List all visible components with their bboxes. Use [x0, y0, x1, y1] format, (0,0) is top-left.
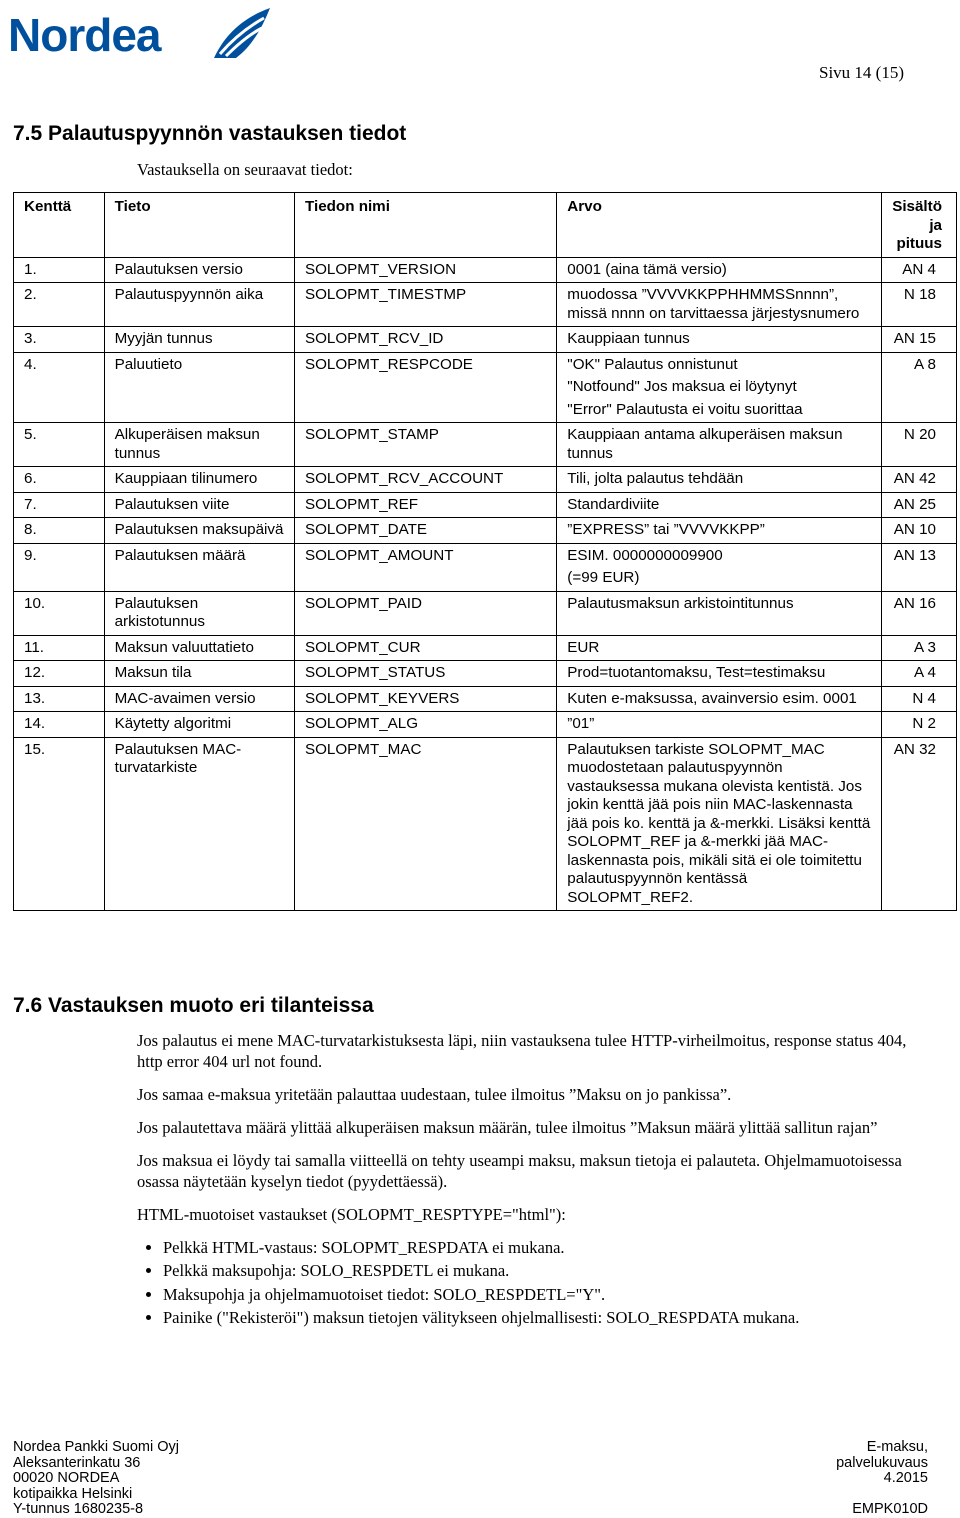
page-number: Sivu 14 (15)	[819, 63, 904, 82]
cell-tieto: Alkuperäisen maksun tunnus	[104, 423, 294, 467]
cell-nimi: SOLOPMT_CUR	[294, 635, 556, 661]
cell-nimi: SOLOPMT_VERSION	[294, 257, 556, 283]
header-sisalto: Sisältö ja pituus	[882, 193, 957, 258]
cell-nimi: SOLOPMT_STAMP	[294, 423, 556, 467]
table-row	[14, 635, 957, 661]
footer-doc-type: palvelukuvaus	[836, 1454, 928, 1471]
cell-arvo: Palautuksen tarkiste SOLOPMT_MAC muodostetaan palautuspyynnön vastauksessa mukana olevista kentistä. Jos jokin kenttä jää pois niin MAC-laskennasta jää pois ko. kenttä ja &-merkki. Lisäksi kenttä SOLOPMT_REF ja &-merkki jää MAC-laskennasta pois, mikäli sitä ei ole toimitettu palautuspyynnön kentässä SOLOPMT_REF2.	[557, 737, 882, 911]
cell-pituus: AN 42	[882, 467, 957, 493]
cell-num: 6.	[14, 467, 105, 493]
cell-pituus: AN 15	[882, 327, 957, 353]
cell-arvo: Tili, jolta palautus tehdään	[557, 467, 882, 493]
section-7-6-body	[137, 1030, 907, 1331]
cell-tieto: Kauppiaan tilinumero	[104, 467, 294, 493]
cell-nimi: SOLOPMT_TIMESTMP	[294, 283, 556, 327]
table-row	[14, 327, 957, 353]
cell-nimi: SOLOPMT_RCV_ACCOUNT	[294, 467, 556, 493]
footer-company: Nordea Pankki Suomi Oyj	[13, 1439, 180, 1455]
table-header-row	[14, 193, 957, 258]
paragraph: Jos maksua ei löydy tai samalla viitteellä on tehty useampi maksu, maksun tietoja ei palauteta. Ohjelmamuotoisessa osassa näytetään kyselyn tiedot (pyydettäessä).	[137, 1151, 902, 1191]
table-row	[14, 283, 957, 327]
cell-nimi: SOLOPMT_PAID	[294, 591, 556, 635]
sail-icon	[206, 6, 272, 62]
cell-arvo: Kuten e-maksussa, avainversio esim. 0001	[557, 686, 882, 712]
cell-tieto: Palautuksen viite	[104, 492, 294, 518]
list-item: • Pelkkä maksupohja: SOLO_RESPDETL ei mukana.	[163, 1260, 907, 1281]
cell-tieto: Palautuksen versio	[104, 257, 294, 283]
cell-num: 7.	[14, 492, 105, 518]
table-row	[14, 686, 957, 712]
cell-arvo: ”01”	[557, 712, 882, 738]
cell-arvo	[557, 352, 882, 423]
footer-domicile: kotipaikka Helsinki	[13, 1485, 133, 1502]
cell-nimi: SOLOPMT_AMOUNT	[294, 543, 556, 591]
cell-tieto: Käytetty algoritmi	[104, 712, 294, 738]
table-row	[14, 492, 957, 518]
cell-pituus: AN 4	[882, 257, 957, 283]
cell-num: 5.	[14, 423, 105, 467]
section-7-5-intro: Vastauksella on seuraavat tiedot:	[137, 160, 353, 179]
cell-arvo: Palautusmaksun arkistointitunnus	[557, 591, 882, 635]
list-item: • Pelkkä HTML-vastaus: SOLOPMT_RESPDATA ei mukana.	[163, 1237, 907, 1258]
cell-num: 11.	[14, 635, 105, 661]
table-row	[14, 737, 957, 911]
table-row	[14, 352, 957, 423]
cell-tieto: Palautuksen arkistotunnus	[104, 591, 294, 635]
cell-nimi: SOLOPMT_ALG	[294, 712, 556, 738]
cell-tieto: Palautuspyynnön aika	[104, 283, 294, 327]
list-item: • Maksupohja ja ohjelmamuotoiset tiedot: SOLO_RESPDETL="Y".	[163, 1284, 907, 1305]
header-tieto: Tieto	[104, 193, 294, 258]
footer-doc-name: E-maksu,	[866, 1439, 928, 1455]
cell-nimi: SOLOPMT_DATE	[294, 518, 556, 544]
cell-nimi: SOLOPMT_STATUS	[294, 661, 556, 687]
cell-arvo: EUR	[557, 635, 882, 661]
cell-pituus: AN 32	[882, 737, 957, 911]
cell-nimi: SOLOPMT_MAC	[294, 737, 556, 911]
table-row	[14, 467, 957, 493]
table-row	[14, 423, 957, 467]
cell-num: 12.	[14, 661, 105, 687]
cell-num: 2.	[14, 283, 105, 327]
cell-num: 9.	[14, 543, 105, 591]
cell-tieto: Palautuksen maksupäivä	[104, 518, 294, 544]
cell-num: 10.	[14, 591, 105, 635]
nordea-logo	[8, 6, 270, 64]
cell-pituus: AN 10	[882, 518, 957, 544]
table-row	[14, 543, 957, 591]
footer-doc-code: EMPK010D	[852, 1501, 928, 1518]
cell-num: 4.	[14, 352, 105, 423]
list-item: • Painike ("Rekisteröi") maksun tietojen välitykseen ohjelmallisesti: SOLO_RESPDATA mukana.	[163, 1307, 907, 1328]
table-row	[14, 591, 957, 635]
arvo-line: "Notfound" Jos maksua ei löytynyt	[567, 378, 797, 395]
table-row	[14, 518, 957, 544]
header-arvo: Arvo	[557, 193, 882, 258]
response-fields-table	[13, 192, 957, 911]
table-row	[14, 661, 957, 687]
cell-tieto: Palautuksen määrä	[104, 543, 294, 591]
cell-tieto: MAC-avaimen versio	[104, 686, 294, 712]
cell-tieto: Paluutieto	[104, 352, 294, 423]
cell-num: 8.	[14, 518, 105, 544]
arvo-line: (=99 EUR)	[567, 569, 640, 586]
cell-arvo: ”EXPRESS” tai ”VVVVKKPP”	[557, 518, 882, 544]
cell-pituus: N 2	[882, 712, 957, 738]
cell-tieto: Maksun tila	[104, 661, 294, 687]
section-7-6-title: 7.6 Vastauksen muoto eri tilanteissa	[13, 994, 374, 1017]
logo-text: Nordea	[8, 9, 161, 61]
cell-num: 14.	[14, 712, 105, 738]
cell-arvo: Standardiviite	[557, 492, 882, 518]
arvo-line: "OK" Palautus onnistunut	[567, 355, 738, 373]
cell-pituus: A 3	[882, 635, 957, 661]
paragraph: Jos palautus ei mene MAC-turvatarkistuksesta läpi, niin vastauksena tulee HTTP-virheilmoitus, response status 404, http error 404 url not found.	[137, 1031, 907, 1071]
footer-right	[836, 1440, 928, 1518]
cell-num: 1.	[14, 257, 105, 283]
paragraph: HTML-muotoiset vastaukset (SOLOPMT_RESPTYPE="html"):	[137, 1205, 566, 1224]
cell-pituus: AN 13	[882, 543, 957, 591]
footer-date: 4.2015	[883, 1470, 928, 1487]
paragraph: Jos samaa e-maksua yritetään palauttaa uudestaan, tulee ilmoitus ”Maksu on jo pankissa”.	[137, 1085, 732, 1104]
table-row	[14, 712, 957, 738]
footer-street: Aleksanterinkatu 36	[13, 1454, 141, 1471]
cell-pituus: N 4	[882, 686, 957, 712]
cell-pituus: A 4	[882, 661, 957, 687]
footer-postal: 00020 NORDEA	[13, 1470, 120, 1487]
cell-num: 3.	[14, 327, 105, 353]
arvo-line: ESIM. 0000000009900	[567, 546, 723, 564]
cell-pituus: A 8	[882, 352, 957, 423]
cell-arvo: Kauppiaan antama alkuperäisen maksun tunnus	[557, 423, 882, 467]
footer-business-id: Y-tunnus 1680235-8	[13, 1501, 144, 1518]
cell-tieto: Myyjän tunnus	[104, 327, 294, 353]
cell-pituus: N 18	[882, 283, 957, 327]
cell-pituus: N 20	[882, 423, 957, 467]
arvo-line: "Error" Palautusta ei voitu suorittaa	[567, 400, 803, 418]
paragraph: Jos palautettava määrä ylittää alkuperäisen maksun määrän, tulee ilmoitus ”Maksun määrä ylittää sallitun rajan”	[137, 1118, 878, 1137]
cell-pituus: AN 25	[882, 492, 957, 518]
table-row	[14, 257, 957, 283]
cell-tieto: Maksun valuuttatieto	[104, 635, 294, 661]
cell-arvo	[557, 543, 882, 591]
cell-nimi: SOLOPMT_KEYVERS	[294, 686, 556, 712]
cell-nimi: SOLOPMT_RCV_ID	[294, 327, 556, 353]
section-7-5-title: 7.5 Palautuspyynnön vastauksen tiedot	[13, 122, 407, 145]
cell-nimi: SOLOPMT_RESPCODE	[294, 352, 556, 423]
cell-num: 15.	[14, 737, 105, 911]
cell-num: 13.	[14, 686, 105, 712]
cell-arvo: Prod=tuotantomaksu, Test=testimaksu	[557, 661, 882, 687]
cell-arvo: muodossa ”VVVVKKPPHHMMSSnnnn”, missä nnnn on tarvittaessa järjestysnumero	[557, 283, 882, 327]
header-kentta: Kenttä	[14, 193, 105, 258]
cell-tieto: Palautuksen MAC-turvatarkiste	[104, 737, 294, 911]
cell-pituus: AN 16	[882, 591, 957, 635]
header-tiedon-nimi: Tiedon nimi	[294, 193, 556, 258]
cell-arvo: 0001 (aina tämä versio)	[557, 257, 882, 283]
footer-spacer	[836, 1487, 928, 1503]
response-type-list	[137, 1237, 907, 1328]
cell-arvo: Kauppiaan tunnus	[557, 327, 882, 353]
cell-nimi: SOLOPMT_REF	[294, 492, 556, 518]
footer-left	[13, 1440, 179, 1518]
